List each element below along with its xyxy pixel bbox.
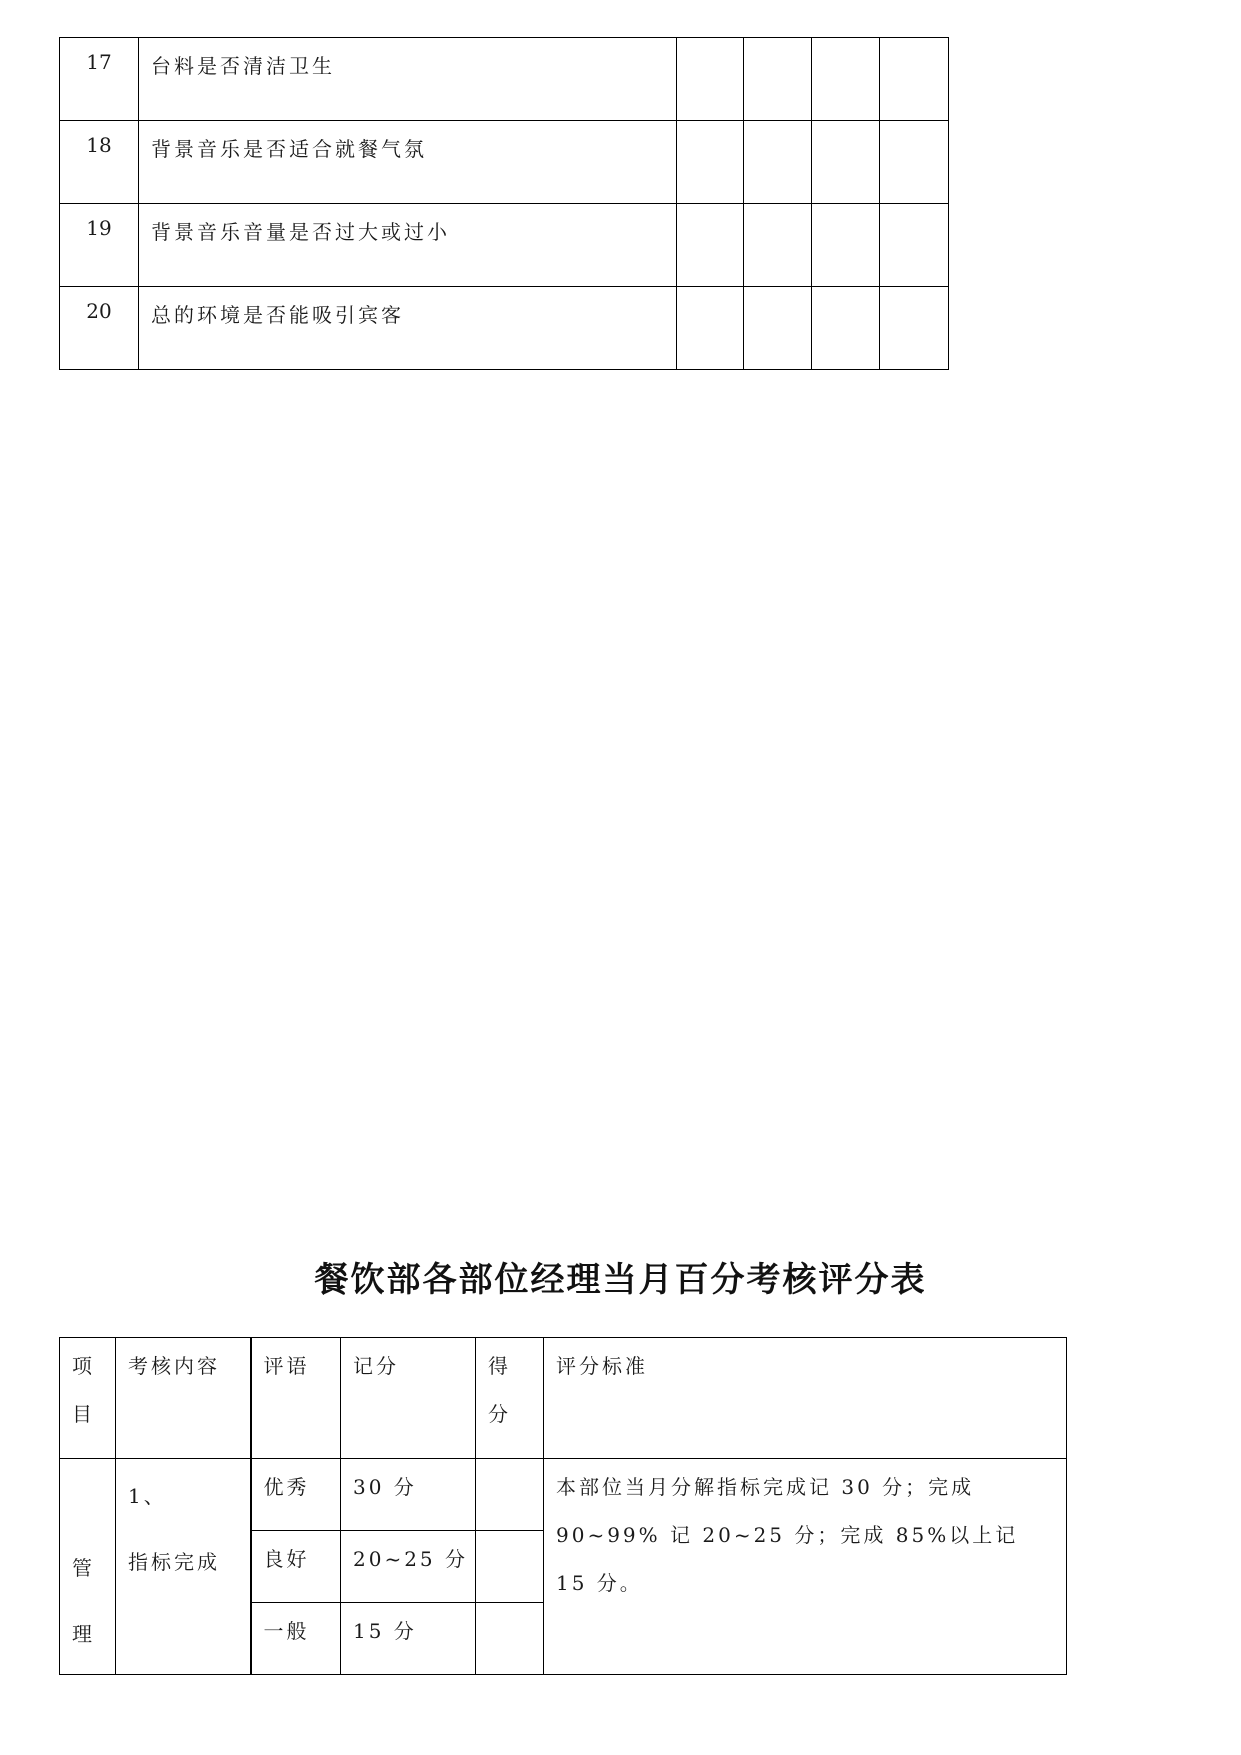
check-cell[interactable] [744,204,812,287]
row-number: 17 [60,38,139,121]
row-number: 18 [60,121,139,204]
check-cell[interactable] [744,287,812,370]
rating-comment: 优秀 [251,1459,341,1531]
check-cell[interactable] [744,121,812,204]
category-line1: 管 [72,1556,95,1580]
header-project [60,1338,116,1459]
header-score [476,1338,544,1459]
score-cell[interactable] [476,1531,544,1603]
rating-comment: 良好 [251,1531,341,1603]
check-cell[interactable] [677,121,744,204]
item-number: 1、 [128,1484,167,1508]
row-item: 总的环境是否能吸引宾客 [139,287,677,370]
criteria-text: 本部位当月分解指标完成记 30 分；完成 90~99% 记 20~25 分；完成 85%以上记 15 分。 [544,1459,1067,1675]
header-score-line2: 分 [488,1402,511,1426]
table-row [60,1459,1067,1531]
row-number: 20 [60,287,139,370]
check-cell[interactable] [812,38,880,121]
rating-points: 30 分 [341,1459,476,1531]
check-cell[interactable] [812,204,880,287]
row-item: 台料是否清洁卫生 [139,38,677,121]
row-number: 19 [60,204,139,287]
check-cell[interactable] [677,38,744,121]
check-cell[interactable] [677,204,744,287]
table-row [60,121,949,204]
table-row [60,204,949,287]
row-item: 背景音乐是否适合就餐气氛 [139,121,677,204]
rating-points: 15 分 [341,1603,476,1675]
item-cell [116,1459,251,1675]
row-item: 背景音乐音量是否过大或过小 [139,204,677,287]
check-cell[interactable] [880,287,949,370]
category-cell [60,1459,116,1675]
check-cell[interactable] [812,121,880,204]
evaluation-table [59,1337,1067,1675]
check-cell[interactable] [677,287,744,370]
header-project-line2: 目 [72,1402,95,1426]
check-cell[interactable] [812,287,880,370]
item-name: 指标完成 [128,1550,220,1574]
check-cell[interactable] [744,38,812,121]
header-content: 考核内容 [116,1338,251,1459]
score-cell[interactable] [476,1603,544,1675]
header-score-line1: 得 [488,1354,511,1378]
category-line2: 理 [72,1622,95,1646]
rating-comment: 一般 [251,1603,341,1675]
checklist-table [59,37,949,370]
check-cell[interactable] [880,38,949,121]
check-cell[interactable] [880,204,949,287]
header-comment: 评语 [251,1338,341,1459]
header-row [60,1338,1067,1459]
table-row [60,38,949,121]
header-points: 记分 [341,1338,476,1459]
table-row [60,287,949,370]
check-cell[interactable] [880,121,949,204]
rating-points: 20~25 分 [341,1531,476,1603]
header-project-line1: 项 [72,1354,95,1378]
score-cell[interactable] [476,1459,544,1531]
page-title: 餐饮部各部位经理当月百分考核评分表 [314,1260,927,1300]
header-criteria: 评分标准 [544,1338,1067,1459]
